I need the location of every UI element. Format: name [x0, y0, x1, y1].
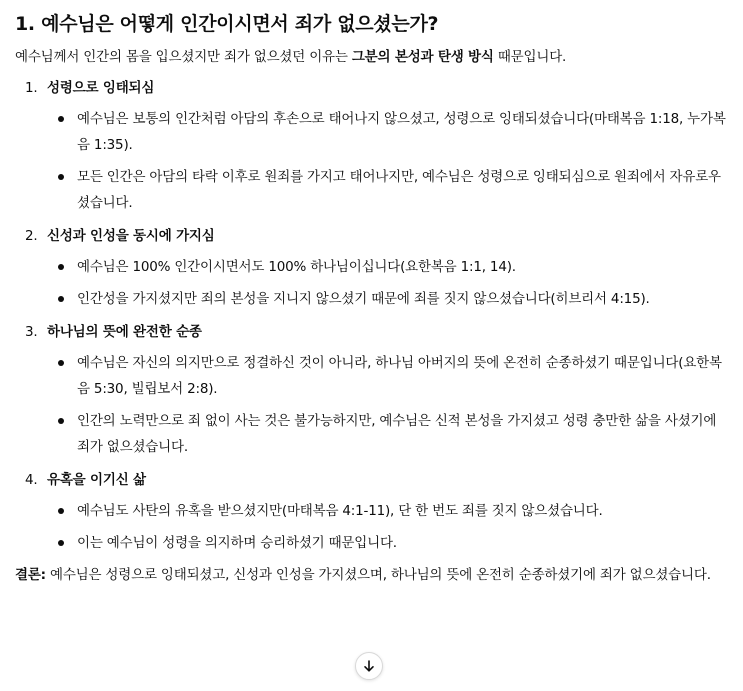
list-item	[15, 164, 727, 216]
arrow-down-icon	[362, 659, 376, 673]
bullet-dot-icon	[58, 116, 64, 122]
section-heading: 1. 예수님은 어떻게 인간이시면서 죄가 없으셨는가?	[15, 13, 439, 35]
list-item	[15, 106, 727, 158]
intro-text-before: 예수님께서 인간의 몸을 입으셨지만 죄가 없으셨던 이유는	[15, 49, 352, 65]
bullet-dot-icon	[58, 174, 64, 180]
intro-bold-text: 그분의 본성과 탄생 방식	[351, 49, 494, 65]
bullet-dot-icon	[58, 264, 64, 270]
bullet-dot-icon	[58, 360, 64, 366]
conclusion-paragraph	[15, 562, 727, 588]
list-item-text: 인간성을 가지셨지만 죄의 본성을 지니지 않으셨기 때문에 죄를 짓지 않으셨습니다(히브리서 4:15).	[77, 291, 650, 307]
section-title-text: 유혹을 이기신 삶	[47, 472, 146, 488]
intro-paragraph	[15, 46, 727, 68]
bullet-dot-icon	[58, 540, 64, 546]
section-title-text: 신성과 인성을 동시에 가지심	[47, 228, 215, 244]
section-number: 1.	[25, 80, 38, 96]
bullet-list	[15, 106, 727, 216]
bullet-dot-icon	[58, 418, 64, 424]
list-item-text: 이는 예수님이 성령을 의지하며 승리하셨기 때문입니다.	[77, 535, 397, 551]
list-item-text: 예수님도 사탄의 유혹을 받으셨지만(마태복음 4:1-11), 단 한 번도 죄를 짓지 않으셨습니다.	[77, 503, 603, 519]
list-item-text: 모든 인간은 아담의 타락 이후로 원죄를 가지고 태어나지만, 예수님은 성령으로 잉태되심으로 원죄에서 자유로우셨습니다.	[77, 169, 721, 211]
section-title	[15, 76, 727, 100]
list-item	[15, 254, 727, 280]
bullet-list	[15, 498, 727, 556]
list-item-text: 인간의 노력만으로 죄 없이 사는 것은 불가능하지만, 예수님은 신적 본성을 가지셨고 성령 충만한 삶을 사셨기에 죄가 없으셨습니다.	[77, 413, 717, 455]
bullet-dot-icon	[58, 296, 64, 302]
message-content	[15, 8, 727, 602]
list-item	[15, 350, 727, 402]
section-title	[15, 468, 727, 492]
section-title-text: 성령으로 잉태되심	[47, 80, 155, 96]
intro-text-after: 때문입니다.	[493, 49, 567, 65]
section-title	[15, 320, 727, 344]
section-number: 2.	[25, 228, 38, 244]
conclusion-label: 결론:	[15, 567, 46, 583]
section-title	[15, 224, 727, 248]
list-item	[15, 498, 727, 524]
section-title-text: 하나님의 뜻에 완전한 순종	[47, 324, 202, 340]
section-number: 4.	[25, 472, 38, 488]
conclusion-text: 예수님은 성령으로 잉태되셨고, 신성과 인성을 가지셨으며, 하나님의 뜻에 온전히 순종하셨기에 죄가 없으셨습니다.	[45, 567, 711, 583]
list-item-text: 예수님은 자신의 의지만으로 정결하신 것이 아니라, 하나님 아버지의 뜻에 온전히 순종하셨기 때문입니다(요한복음 5:30, 빌립보서 2:8).	[77, 355, 722, 397]
list-item	[15, 408, 727, 460]
scroll-to-bottom-button[interactable]	[355, 652, 383, 680]
list-section	[15, 224, 727, 312]
list-item	[15, 530, 727, 556]
list-section	[15, 468, 727, 556]
list-item-text: 예수님은 보통의 인간처럼 아담의 후손으로 태어나지 않으셨고, 성령으로 잉태되셨습니다(마태복음 1:18, 누가복음 1:35).	[77, 111, 726, 153]
list-section	[15, 76, 727, 216]
list-section	[15, 320, 727, 460]
bullet-list	[15, 350, 727, 460]
bullet-dot-icon	[58, 508, 64, 514]
bullet-list	[15, 254, 727, 312]
list-item-text: 예수님은 100% 인간이시면서도 100% 하나님이십니다(요한복음 1:1, 14).	[77, 259, 516, 275]
section-number: 3.	[25, 324, 38, 340]
sections-list	[15, 76, 727, 556]
list-item	[15, 286, 727, 312]
